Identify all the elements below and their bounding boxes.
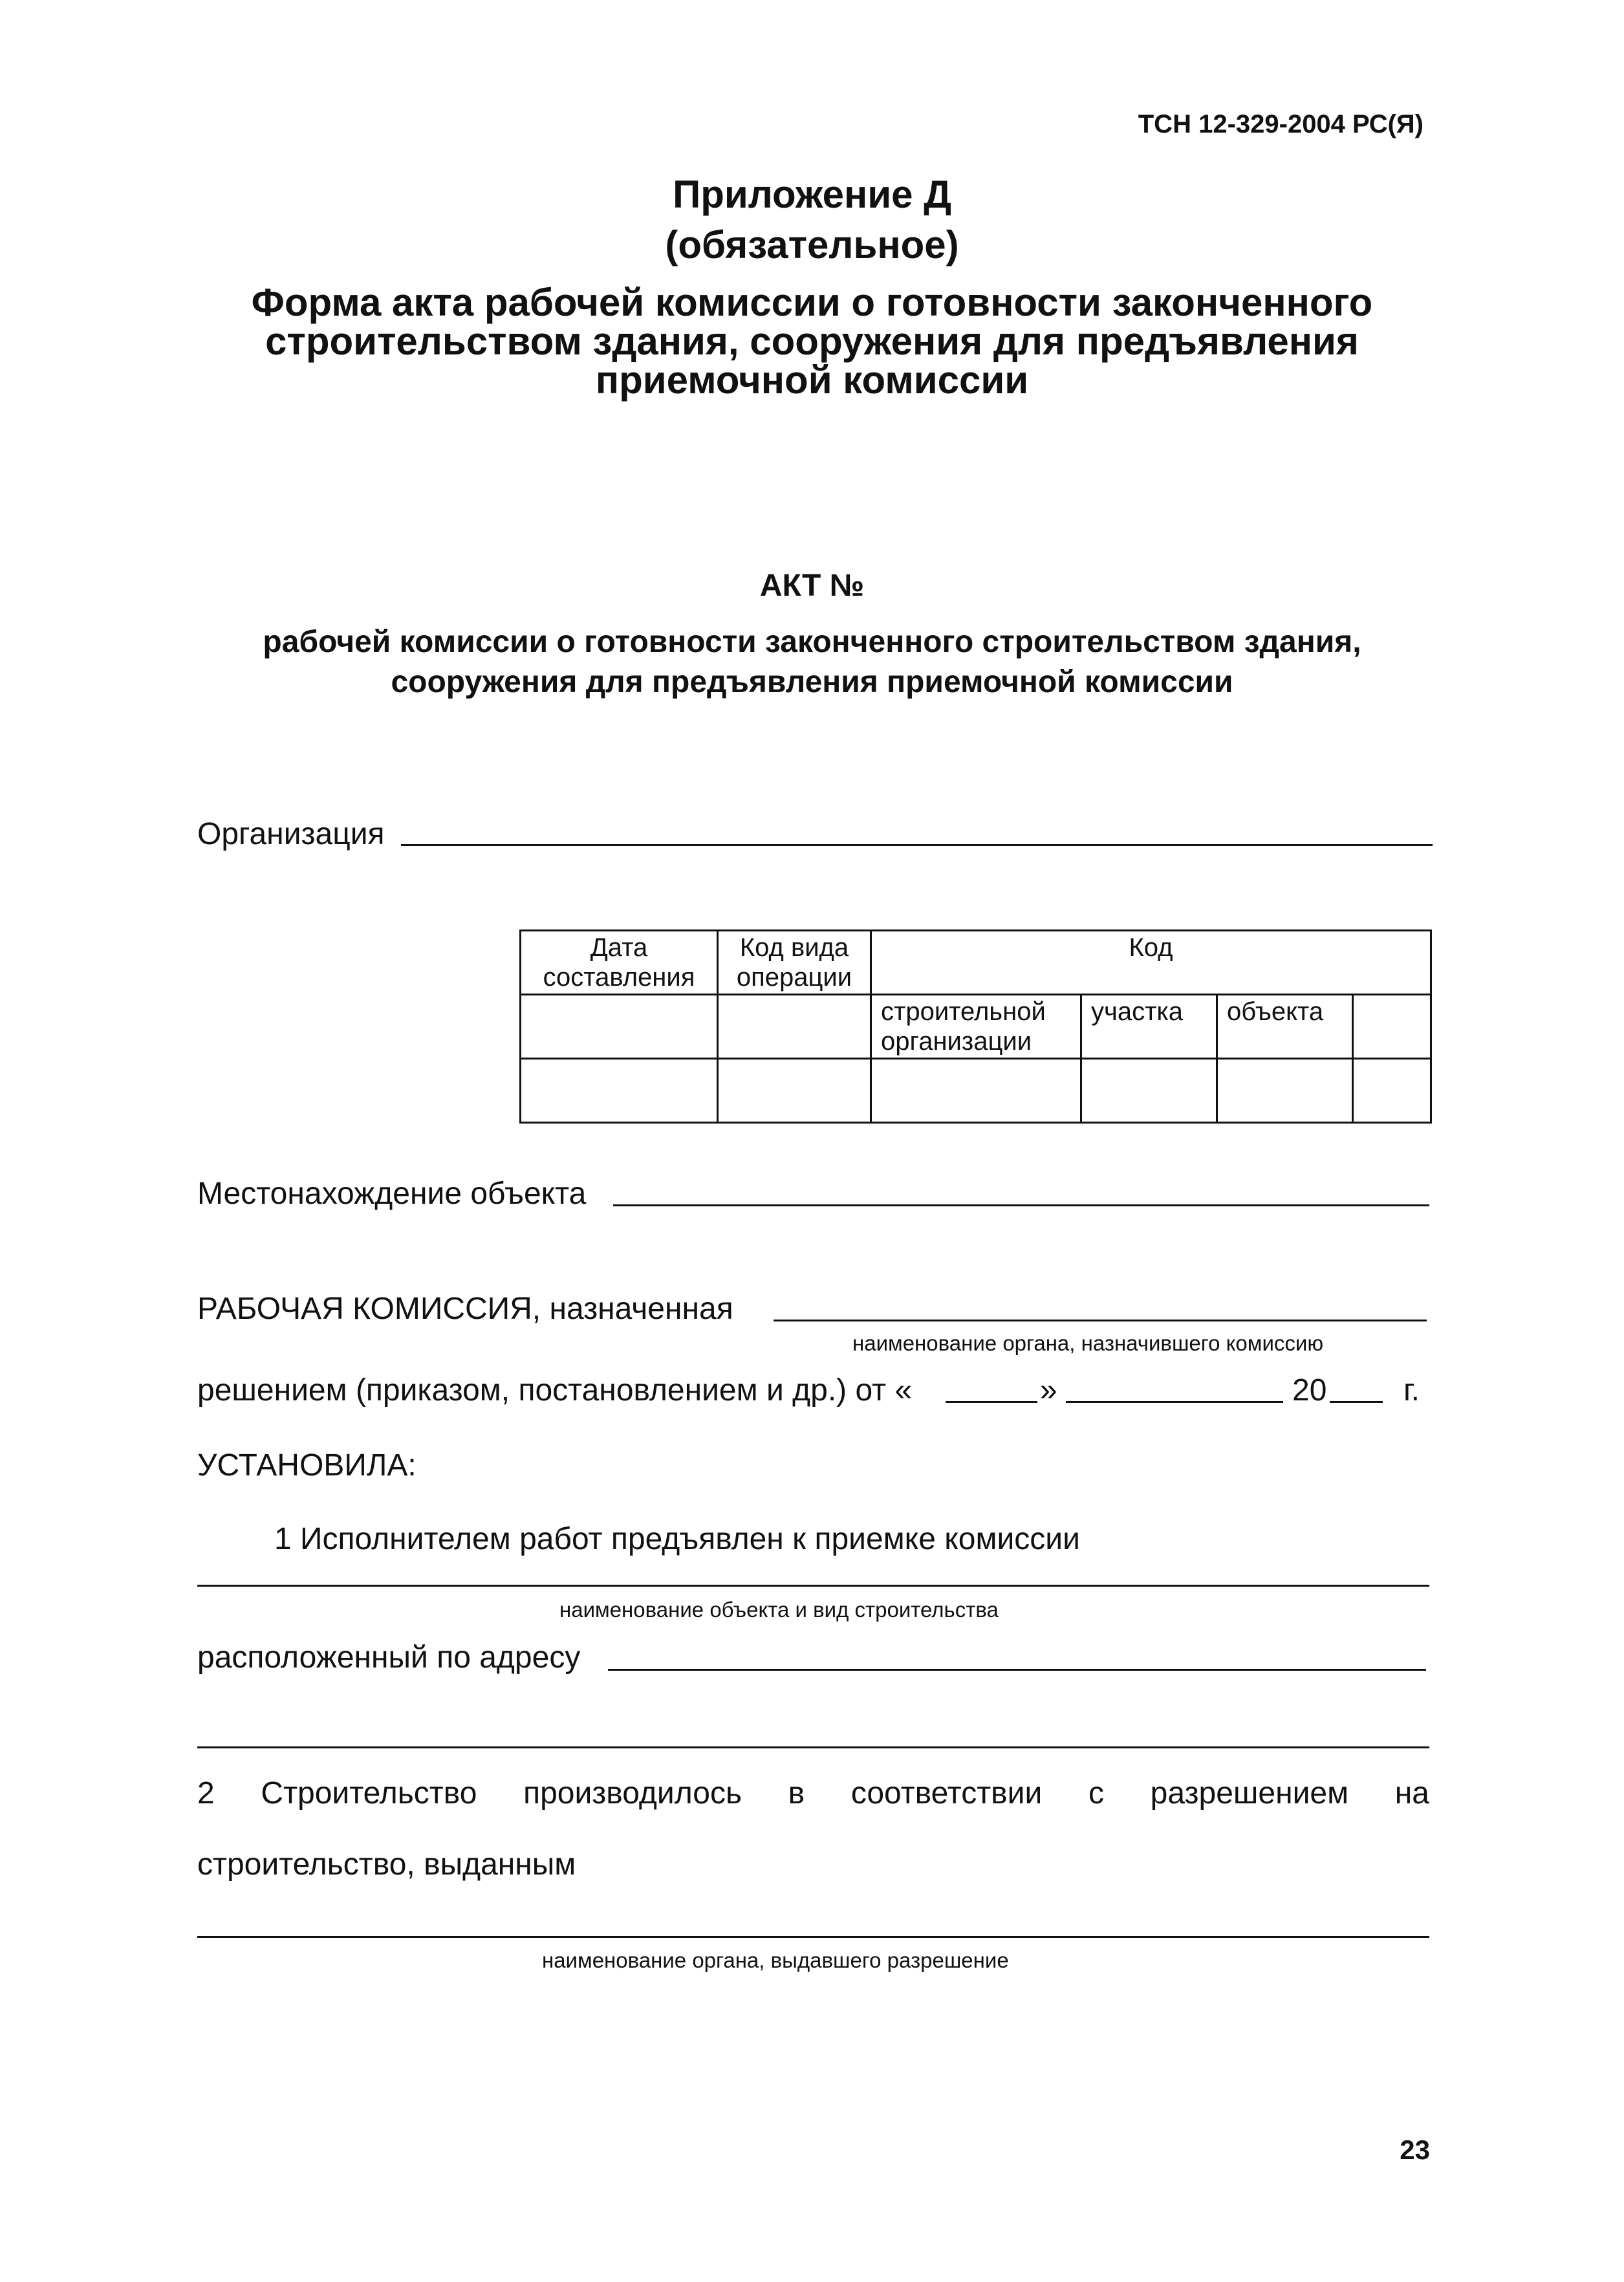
date-value-cell[interactable] [521, 1059, 718, 1123]
object-code-cell[interactable] [1217, 1059, 1353, 1123]
form-title-line-3: приемочной комиссии [595, 358, 1029, 402]
date-cell[interactable] [521, 995, 718, 1059]
extra-code-cell[interactable] [1353, 1059, 1431, 1123]
table-row [521, 995, 1431, 1059]
location-field[interactable] [613, 1204, 1429, 1206]
location-label: Местонахождение объекта [197, 1177, 587, 1211]
appendix-status: (обязательное) [665, 223, 959, 266]
organization-field[interactable] [401, 844, 1433, 846]
construction-org-code-cell[interactable] [871, 1059, 1081, 1123]
appendix-heading [0, 169, 1624, 270]
act-subtitle-line-2: сооружения для предъявления приемочной комиссии [391, 665, 1233, 699]
form-title [194, 283, 1430, 400]
decision-label: решением (приказом, постановлением и др.) от « [197, 1373, 913, 1407]
permit-authority-caption: наименование органа, выдавшего разрешение [542, 1948, 1009, 1972]
address-field[interactable] [608, 1669, 1426, 1671]
page-number: 23 [1400, 2135, 1430, 2165]
table-row [521, 931, 1431, 995]
site-header-cell: участка [1081, 995, 1217, 1059]
item2-text-line-2: строительство, выданным [197, 1847, 576, 1882]
document-code: ТСН 12-329-2004 РС(Я) [1138, 110, 1424, 138]
operation-code-value-cell[interactable] [718, 1059, 871, 1123]
construction-org-header-cell: строительной организации [871, 995, 1081, 1059]
commission-authority-field[interactable] [774, 1320, 1427, 1321]
act-subtitle-line-1: рабочей комиссии о готовности законченного строительством здания, [263, 625, 1361, 659]
established-label: УСТАНОВИЛА: [197, 1448, 417, 1483]
item1-text: 1 Исполнителем работ предъявлен к приемке комиссии [274, 1522, 1080, 1556]
commission-caption: наименование органа, назначившего комиссию [852, 1331, 1324, 1355]
address-label: расположенный по адресу [197, 1640, 581, 1675]
decision-year-field[interactable] [1330, 1401, 1383, 1403]
operation-code-cell[interactable] [718, 995, 871, 1059]
site-code-cell[interactable] [1081, 1059, 1217, 1123]
form-title-line-1: Форма акта рабочей комиссии о готовности законченного [251, 281, 1373, 324]
operation-code-header-cell: Код вида операции [718, 931, 871, 995]
decision-quote-close: » [1040, 1373, 1057, 1407]
item2-text-line-1: 2 Строительство производилось в соответствии с разрешением на [197, 1776, 1429, 1810]
decision-day-field[interactable] [946, 1401, 1037, 1403]
decision-year-suffix: г. [1403, 1373, 1420, 1407]
date-header-cell: Дата составления [521, 931, 718, 995]
codes-table [519, 929, 1432, 1124]
commission-label: РАБОЧАЯ КОМИССИЯ, назначенная [197, 1292, 733, 1326]
appendix-title: Приложение Д [673, 173, 951, 216]
permit-authority-field[interactable] [197, 1936, 1429, 1938]
form-title-line-2: строительством здания, сооружения для предъявления [265, 320, 1359, 363]
decision-month-field[interactable] [1066, 1401, 1283, 1403]
object-header-cell: объекта [1217, 995, 1353, 1059]
object-name-caption: наименование объекта и вид строительства [559, 1598, 999, 1622]
act-subtitle [194, 622, 1430, 702]
table-row [521, 1059, 1431, 1123]
code-header-cell: Код [871, 931, 1431, 995]
extra-header-cell [1353, 995, 1431, 1059]
act-number-label: АКТ № [759, 569, 865, 603]
address-field-line-2[interactable] [197, 1746, 1429, 1748]
decision-year-prefix: 20 [1292, 1373, 1327, 1407]
organization-label: Организация [197, 817, 385, 851]
object-name-field[interactable] [197, 1585, 1429, 1587]
